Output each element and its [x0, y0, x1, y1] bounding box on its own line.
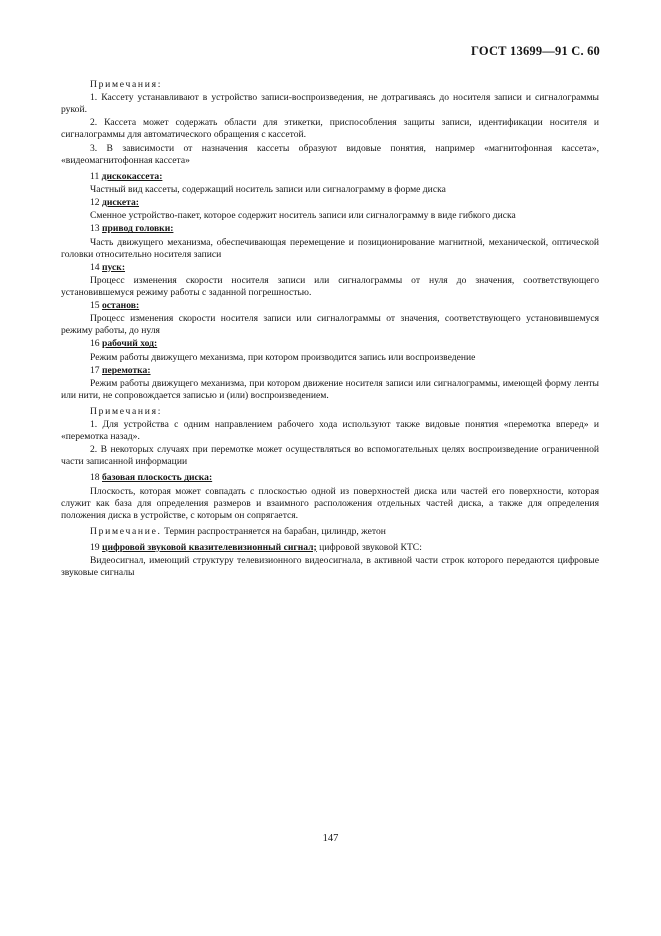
term-number: 19 — [90, 541, 100, 553]
note-a-3: 3. В зависимости от назначения кассеты образуют видовые понятия, например «магнитофонная кассета», «видеомагнитофонная кассета» — [61, 142, 599, 166]
term-15-heading — [61, 300, 599, 312]
term-17-heading — [61, 365, 599, 377]
term-number: 14 — [90, 261, 100, 273]
term-16-heading — [61, 338, 599, 350]
term-number: 13 — [90, 223, 100, 235]
page-number: 147 — [322, 833, 339, 844]
term-number: 16 — [90, 338, 100, 350]
term-name: останов: — [102, 300, 140, 312]
note-c-title: Примечание. — [90, 525, 162, 537]
term-11-definition: Частный вид кассеты, содержащий носитель записи или сигналограмму в форме диска — [90, 183, 446, 195]
document-body — [61, 79, 599, 580]
term-19-definition: Видеосигнал, имеющий структуру телевизионного видеосигнала, в активной части строк которого передаются цифровые звуковые сигналы — [61, 554, 599, 578]
notes-a-title: Примечания: — [90, 79, 163, 90]
term-name: дискета: — [102, 196, 140, 208]
term-18-heading — [61, 472, 599, 484]
term-number: 15 — [90, 300, 100, 312]
term-18-definition: Плоскость, которая может совпадать с плоскостью одной из поверхностей диска или частей его поверхности, которая служит как база для определения размеров и взаимного расположения отдельных частей диска, а также для определения положения диска в устройстве, с которым он сопрягается. — [61, 485, 599, 521]
term-11-heading — [61, 171, 599, 183]
term-13-definition: Часть движущего механизма, обеспечивающая перемещение и позиционирование магнитной, механической, оптической головки относительно носителя записи — [61, 236, 599, 260]
term-12-definition: Сменное устройство-пакет, которое содержит носитель записи или сигналограмму в виде гибкого диска — [90, 210, 516, 222]
term-19-heading — [61, 542, 599, 554]
term-14-heading — [61, 262, 599, 274]
term-name: рабочий ход: — [102, 338, 158, 350]
term-15-definition: Процесс изменения скорости носителя записи или сигналограммы от значения, соответствующего установившемуся режиму работы, до нуля — [61, 313, 599, 337]
note-c-text: Термин распространяется на барабан, цилиндр, жетон — [164, 525, 386, 537]
term-name: привод головки: — [102, 223, 174, 235]
notes-b-title: Примечания: — [90, 406, 163, 417]
term-13-heading — [61, 223, 599, 235]
note-b-2: 2. В некоторых случаях при перемотке может осуществляться во вспомогательных целях воспроизведение ограниченной части записанной информации — [61, 444, 599, 468]
term-number: 11 — [90, 170, 100, 182]
term-name: пуск: — [102, 261, 126, 273]
term-name: дискокассета: — [101, 170, 163, 182]
term-12-heading — [61, 197, 599, 209]
term-name: цифровой звуковой квазителевизионный сигнал; — [102, 541, 317, 553]
term-name: базовая плоскость диска: — [102, 472, 213, 484]
note-a-1: 1. Кассету устанавливают в устройство записи-воспроизведения, не дотрагиваясь до носителя записи и сигналограммы рукой. — [61, 92, 599, 116]
note-c — [61, 526, 599, 538]
term-16-definition: Режим работы движущего механизма, при котором производится запись или воспроизведение — [90, 351, 476, 363]
term-name: перемотка: — [102, 364, 151, 376]
term-number: 18 — [90, 472, 100, 484]
note-b-1: 1. Для устройства с одним направлением рабочего хода используют также видовые понятия «перемотка вперед» и «перемотка назад». — [61, 419, 599, 443]
term-number: 12 — [90, 196, 100, 208]
term-number: 17 — [90, 364, 100, 376]
note-a-2: 2. Кассета может содержать области для этикетки, приспособления защиты записи, идентификации носителя и сигналограммы для автоматического обращения с кассетой. — [61, 117, 599, 141]
term-14-definition: Процесс изменения скорости носителя записи или сигналограммы от нуля до значения, соответствующего установившемуся режиму работы с заданной погрешностью. — [61, 274, 599, 298]
page-header: ГОСТ 13699—91 С. 60 — [471, 44, 600, 58]
term-synonym: цифровой звуковой КТС: — [319, 541, 422, 553]
term-17-definition: Режим работы движущего механизма, при котором движение носителя записи или сигналограммы, имеющей форму ленты или нити, не сопровождается записью и (или) воспроизведением. — [61, 378, 599, 401]
